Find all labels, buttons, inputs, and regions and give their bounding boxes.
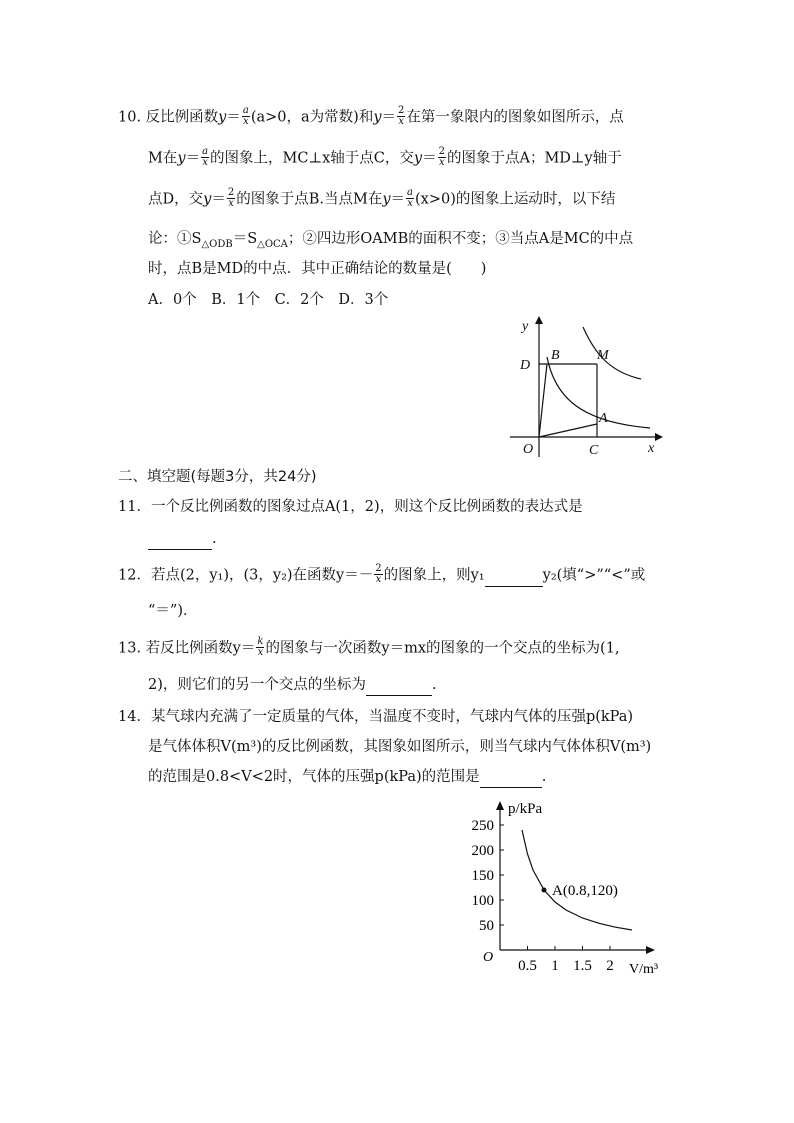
q10-line-2: M在y＝ $\frac{a}{x}$ 的图象上，MC⊥x轴于点C，交y＝ $\frac{2}{x}$ 的图象于点A；MD⊥y轴于	[148, 146, 622, 168]
q12-line-1: 12．若点(2，y₁)，(3，y₂)在函数y＝－ $\frac{2}{x}$ 的图象上，则y₁ y₂(填“>”“<”或	[118, 563, 646, 585]
y-axis-label: p/kPa	[508, 801, 543, 817]
q13-line-1: 13. 若反比例函数y＝ $\frac{k}{x}$ 的图象与一次函数y＝mx的图象的一个交点的坐标为(1,	[118, 636, 620, 658]
answer-blank[interactable]	[485, 566, 543, 587]
section-title: 二、填空题(每题3分，共24分)	[118, 469, 317, 485]
label-A: A	[599, 411, 608, 426]
answer-blank[interactable]	[480, 767, 542, 788]
x-tick-label: 1	[551, 958, 559, 974]
label-B: B	[551, 348, 560, 363]
q10-line-1: 10. 反比例函数y＝ $\frac{a}{x}$ (a>0，a为常数)和y＝ $\frac{2}{x}$ 在第一象限内的图象如图所示，点	[118, 105, 624, 127]
label-M: M	[597, 348, 609, 363]
q10-line-3: 点D，交y＝ $\frac{2}{x}$ 的图象于点B.当点M在y＝ $\frac{a}{x}$ (x>0)的图象上运动时，以下结	[148, 187, 616, 209]
label-D: D	[520, 358, 531, 373]
q14-line-3: 的范围是0.8<V<2时，气体的压强p(kPa)的范围是 .	[148, 767, 546, 788]
point-A-label: A(0.8,120)	[552, 883, 618, 899]
x-tick-label: 1.5	[573, 958, 592, 974]
question-number: 10.	[118, 109, 142, 126]
y-tick-label: 150	[471, 868, 494, 884]
q12-line-2: “＝”)．	[148, 603, 198, 619]
curve-series-line	[522, 830, 632, 930]
point-A	[542, 888, 547, 893]
segment-OA	[539, 424, 597, 437]
q10-options: A．0个 B．1个 C．2个 D．3个	[148, 292, 389, 308]
y-axis-arrow	[535, 316, 543, 324]
x-tick-label: 0.5	[518, 958, 537, 974]
q10-line-5: 时，点B是MD的中点．其中正确结论的数量是( )	[148, 261, 487, 277]
q10-line-4: 论：$①S_{\triangle ODB}=S_{\triangle OCA}$；②四边形OAMB的面积不变；③当点A是MC的中点	[148, 231, 634, 250]
y-axis-arrow	[496, 801, 504, 810]
q14-line-1: 14．某气球内充满了一定质量的气体，当温度不变时，气球内气体的压强p(kPa)	[118, 709, 634, 725]
label-y: y	[522, 319, 529, 334]
curve-a-over-x	[583, 327, 641, 379]
label-x: x	[648, 441, 655, 456]
pressure-volume-chart	[455, 795, 680, 985]
x-axis-label: V/m³	[629, 962, 659, 977]
x-axis-arrow	[646, 946, 655, 954]
label-O: O	[523, 442, 534, 457]
q13-line-2: 2)，则它们的另一个交点的坐标为 .	[148, 675, 437, 696]
origin-label: O	[483, 950, 494, 965]
q14-line-2: 是气体体积V(m³)的反比例函数，其图象如图所示，则当气球内气体体积V(m³)	[148, 739, 652, 755]
y-tick-label: 200	[471, 843, 494, 859]
answer-blank[interactable]	[366, 675, 432, 696]
y-tick-label: 50	[479, 918, 494, 934]
x-tick-label: 2	[606, 958, 614, 974]
label-C: C	[589, 443, 599, 458]
q11-line-2: .	[148, 529, 217, 550]
q11-line-1: 11．一个反比例函数的图象过点A(1，2)，则这个反比例函数的表达式是	[118, 499, 583, 515]
segment-OB	[539, 364, 547, 437]
q10-figure	[505, 312, 670, 462]
answer-blank[interactable]	[148, 529, 212, 550]
y-tick-label: 250	[471, 818, 494, 834]
y-tick-label: 100	[471, 893, 494, 909]
x-axis-arrow	[655, 433, 663, 441]
